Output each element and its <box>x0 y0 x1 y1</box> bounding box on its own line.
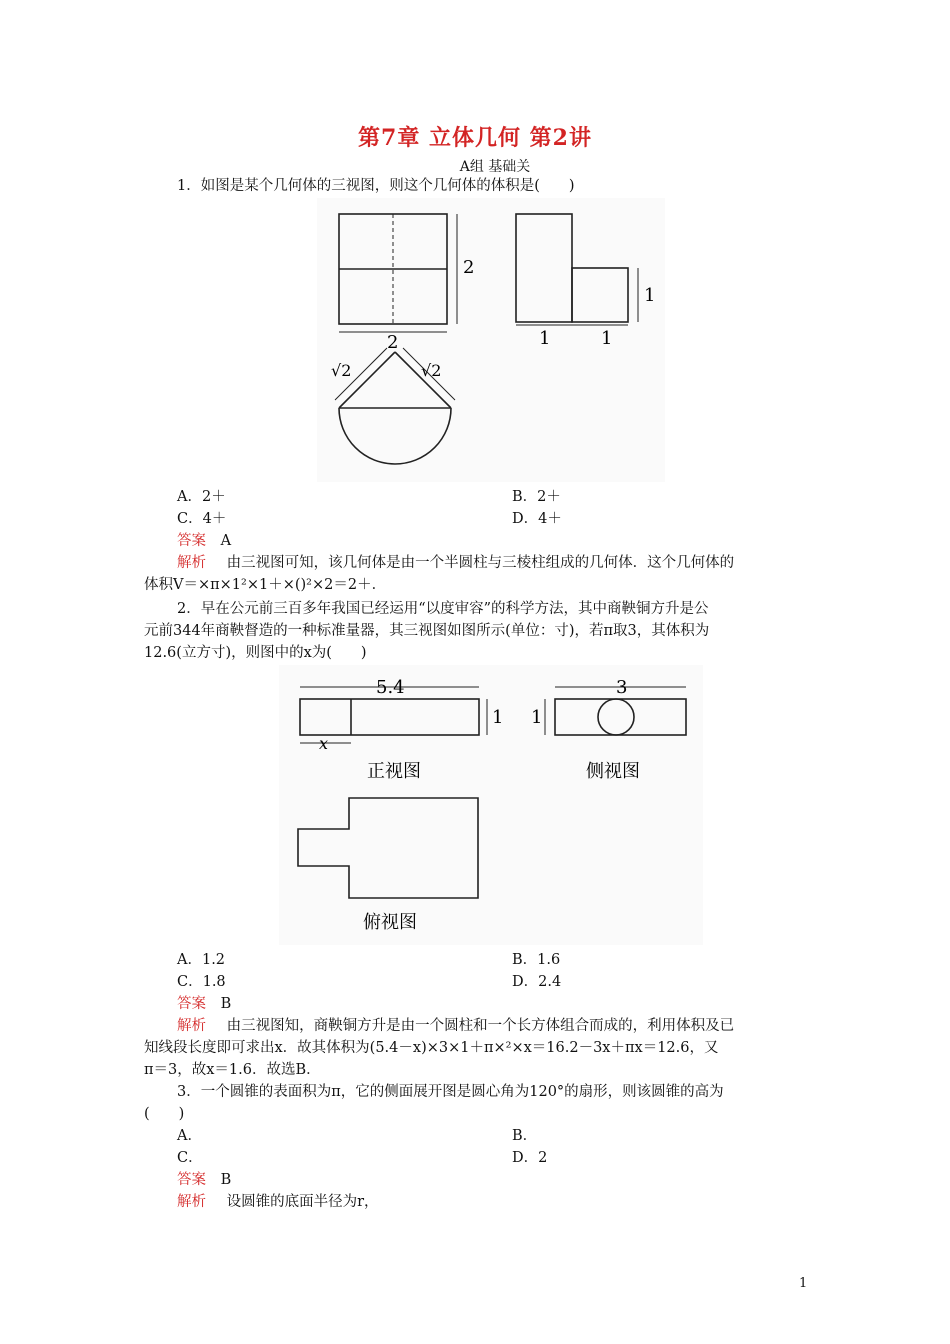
q3-option-a: A． <box>177 1128 202 1144</box>
q3-option-c: C． <box>177 1150 203 1166</box>
q1-answer-label: 答案 <box>177 533 206 549</box>
q3-option-b: B． <box>512 1128 538 1144</box>
q2-answer-value: B <box>220 996 232 1012</box>
q2-option-b: B．1.6 <box>512 952 561 968</box>
q2-label-height-front: 1 <box>492 707 504 728</box>
q3-answer-row <box>177 1169 231 1191</box>
q2-three-view-figure <box>279 665 703 945</box>
page-title: 第7章 立体几何 第2讲 <box>358 125 592 151</box>
q2-label-x: x <box>319 734 329 753</box>
q1-three-view-figure <box>317 198 665 482</box>
q1-label-base-right: 1 <box>601 328 613 349</box>
q2-label-side-height: 1 <box>531 707 543 728</box>
q2-stem-line-2: 元前344年商鞅督造的一种标准量器，其三视图如图所示(单位：寸)，若π取3，其体积为 <box>144 623 710 639</box>
q1-side-view-tall <box>516 214 572 322</box>
q2-option-a: A．1.2 <box>177 952 226 968</box>
q2-analysis-row <box>177 1015 734 1037</box>
q1-option-d: D．4＋ <box>512 511 562 527</box>
q2-option-d: D．2.4 <box>512 974 562 990</box>
section-subtitle: A组 基础关 <box>459 159 531 175</box>
q1-option-c: C．4＋ <box>177 511 227 527</box>
q1-answer-row <box>177 530 231 552</box>
q1-label-width-front: 2 <box>387 332 399 353</box>
q3-analysis-line-1: 设圆锥的底面半径为r， <box>226 1194 379 1210</box>
q1-answer-value: A <box>220 533 232 549</box>
q3-analysis-row <box>177 1191 379 1213</box>
q2-analysis-label: 解析 <box>177 1018 206 1034</box>
q2-front-view <box>300 699 479 735</box>
q2-analysis-line-1: 由三视图知，商鞅铜方升是由一个圆柱和一个长方体组合而成的，利用体积及已 <box>226 1018 735 1034</box>
q2-caption-front: 正视图 <box>367 761 421 782</box>
q1-analysis-line-1: 由三视图可知，该几何体是由一个半圆柱与三棱柱组成的几何体．这个几何体的 <box>226 555 735 571</box>
q2-side-view-circle <box>598 699 634 735</box>
q3-analysis-label: 解析 <box>177 1194 206 1210</box>
q2-answer-label: 答案 <box>177 996 206 1012</box>
q1-analysis-label: 解析 <box>177 555 206 571</box>
q2-caption-side: 侧视图 <box>586 761 640 782</box>
q2-top-view <box>298 798 478 898</box>
q2-label-length: 5.4 <box>376 677 405 698</box>
page-number: 1 <box>799 1276 808 1291</box>
q2-caption-top: 俯视图 <box>363 912 417 933</box>
q3-answer-value: B <box>220 1172 232 1188</box>
q3-stem-line-2: ( ) <box>144 1106 185 1122</box>
q2-label-side-width: 3 <box>616 677 628 698</box>
q1-label-base-left: 1 <box>539 328 551 349</box>
q1-label-height-front: 2 <box>463 257 475 278</box>
q1-option-a: A．2＋ <box>177 489 226 505</box>
q3-stem-line-1: 3．一个圆锥的表面积为π，它的侧面展开图是圆心角为120°的扇形，则该圆锥的高为 <box>177 1084 724 1100</box>
q1-stem: 1．如图是某个几何体的三视图，则这个几何体的体积是( ) <box>177 178 575 194</box>
q1-label-height-side: 1 <box>644 285 656 306</box>
q2-option-c: C．1.8 <box>177 974 226 990</box>
q2-analysis-line-3: π＝3，故x＝1.6．故选B． <box>144 1062 321 1078</box>
q1-analysis-row <box>177 552 734 574</box>
q2-stem-line-1: 2．早在公元前三百多年我国已经运用“以度审容”的科学方法，其中商鞅铜方升是公 <box>177 601 709 617</box>
q1-side-view-short <box>572 268 628 322</box>
q1-option-b: B．2＋ <box>512 489 561 505</box>
q1-label-edge-right: √2 <box>421 361 442 380</box>
q1-top-view-semicircle <box>339 408 451 464</box>
q2-stem-line-3: 12.6(立方寸)，则图中的x为( ) <box>144 645 367 661</box>
q2-answer-row <box>177 993 231 1015</box>
q3-option-d: D．2 <box>512 1150 548 1166</box>
q3-answer-label: 答案 <box>177 1172 206 1188</box>
q1-analysis-line-2: 体积V＝×π×1²×1＋×()²×2＝2＋． <box>144 577 387 593</box>
q2-analysis-line-2: 知线段长度即可求出x．故其体积为(5.4－x)×3×1＋π×²×x＝16.2－3x＋πx＝12.6，又 <box>144 1040 719 1056</box>
q2-side-view <box>555 699 686 735</box>
q1-label-edge-left: √2 <box>331 361 352 380</box>
